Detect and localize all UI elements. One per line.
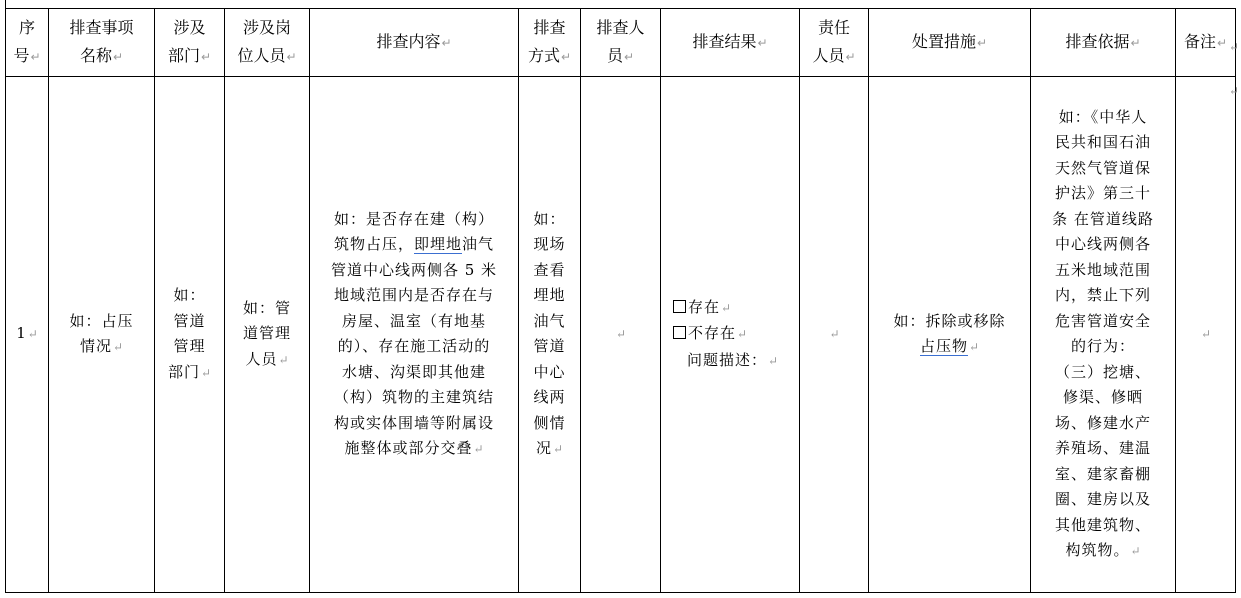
inspection-table — [5, 8, 1236, 593]
cell-staff: 如：管 道管理 人员↵ — [225, 77, 310, 593]
table-row — [6, 77, 1236, 593]
header-inspector: 排查人 员↵ — [581, 9, 661, 77]
header-department: 涉及 部门↵ — [155, 9, 225, 77]
cell-inspector[interactable]: ↵ — [581, 77, 661, 593]
result-option-exists[interactable]: 存在↵ — [673, 295, 795, 322]
header-result: 排查结果↵ — [661, 9, 800, 77]
header-row — [6, 9, 1236, 77]
underlined-term: 占压物 — [919, 337, 968, 355]
cell-item-name: 如：占压 情况↵ — [49, 77, 155, 593]
header-measure: 处置措施↵ — [869, 9, 1031, 77]
cell-content: 如：是否存在建（构） 筑物占压，即埋地油气 管道中心线两侧各 5 米 地域范围内是否存在与 房屋、温室（有地基 的）、存在施工活动的 水塘、沟渠即其他建 （构）筑物的主建筑结 构或实体围墙等附属设 施整体或部分交叠↵ — [310, 77, 519, 593]
header-seq: 序 号↵ — [6, 9, 49, 77]
header-method: 排查 方式↵ — [519, 9, 581, 77]
inspection-table-frame — [5, 8, 1236, 593]
cell-department: 如： 管道 管理 部门↵ — [155, 77, 225, 593]
header-staff: 涉及岗 位人员↵ — [225, 9, 310, 77]
cell-basis: 如：《中华人 民共和国石油 天然气管道保 护法》第三十 条 在管道线路 中心线两侧各 五米地域范围 内，禁止下列 危害管道安全 的行为： （三）挖塘、 修渠、修晒 场、修建水产 养殖场、建温 室、建家畜棚 圈、建房以及 其他建筑物、 构筑物。↵ — [1031, 77, 1176, 593]
cell-measure: 如：拆除或移除 占压物↵ — [869, 77, 1031, 593]
checkbox-not-exists[interactable] — [673, 326, 686, 339]
header-content: 排查内容↵ — [310, 9, 519, 77]
header-remark: 备注↵ — [1176, 9, 1236, 77]
result-option-not-exists[interactable]: 不存在↵ — [673, 321, 795, 348]
row-end-mark: ↵ — [1228, 84, 1239, 98]
cell-responsible[interactable]: ↵ — [800, 77, 869, 593]
cell-seq: 1↵ — [6, 77, 49, 593]
header-responsible: 责任 人员↵ — [800, 9, 869, 77]
checkbox-exists[interactable] — [673, 300, 686, 313]
header-item-name: 排查事项 名称↵ — [49, 9, 155, 77]
cell-result: 存在↵ 不存在↵ 问题描述：↵ — [661, 77, 800, 593]
page-corner-mark — [5, 0, 6, 8]
row-end-mark: ↵ — [1228, 40, 1239, 54]
header-basis: 排查依据↵ — [1031, 9, 1176, 77]
cell-method: 如： 现场 查看 埋地 油气 管道 中心 线两 侧情 况↵ — [519, 77, 581, 593]
underlined-term: 即埋地 — [413, 235, 462, 253]
cell-remark[interactable]: ↵ — [1176, 77, 1236, 593]
